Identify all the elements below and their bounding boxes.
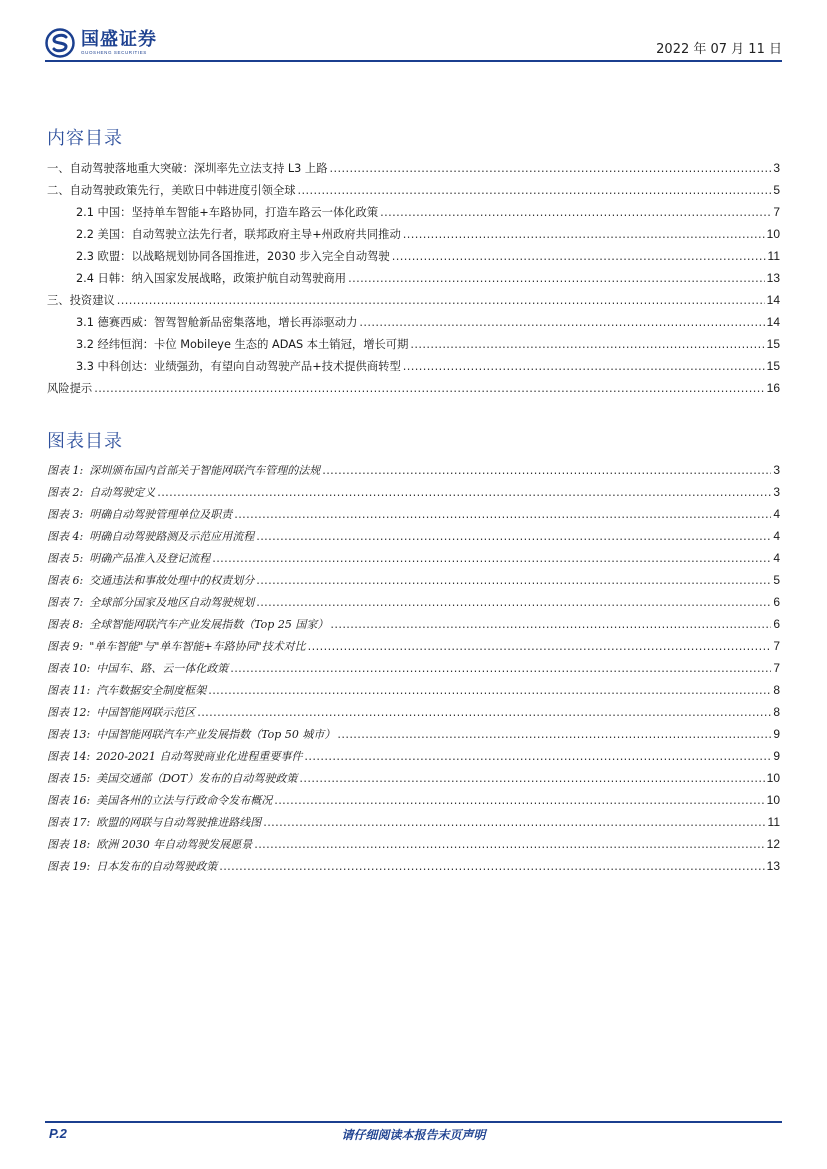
toc-entry-page: 14	[766, 315, 780, 329]
toc-entry-title: 一、自动驾驶落地重大突破：深圳率先立法支持 L3 上路	[47, 162, 328, 175]
dot-leader	[117, 294, 765, 307]
figure-entry[interactable]	[47, 594, 780, 616]
dot-leader	[359, 316, 764, 329]
figure-entry-text: 全球部分国家及地区自动驾驶规划	[89, 596, 255, 609]
dot-leader	[337, 728, 771, 741]
figure-entry-label: 图表 2:	[47, 486, 84, 499]
figure-entry-page: 7	[773, 661, 780, 675]
figure-entry[interactable]	[47, 462, 780, 484]
toc-entry[interactable]	[47, 380, 780, 402]
figure-entry-page: 9	[773, 749, 780, 763]
figure-entry-label: 图表 18:	[47, 838, 91, 851]
figure-entry-text: 明确自动驾驶路测及示范应用流程	[89, 530, 255, 543]
figure-entry-label: 图表 14:	[47, 750, 91, 763]
figure-entry[interactable]	[47, 660, 780, 682]
logo-english-name: GUOSHENG SECURITIES	[81, 50, 147, 55]
dot-leader	[330, 162, 772, 175]
figure-entry-label: 图表 15:	[47, 772, 91, 785]
dot-leader	[380, 206, 771, 219]
toc-entry[interactable]	[47, 204, 780, 226]
figure-entry-text: 2020-2021 自动驾驶商业化进程重要事件	[96, 750, 303, 763]
toc-entry-title: 2.2 美国：自动驾驶立法先行者，联邦政府主导+州政府共同推动	[76, 228, 401, 241]
figure-entry-text: 明确产品准入及登记流程	[89, 552, 211, 565]
figure-entry-title	[47, 858, 217, 874]
figure-entry-text: 美国各州的立法与行政命令发布概况	[96, 794, 273, 807]
toc-entry[interactable]	[47, 248, 780, 270]
figure-entry[interactable]	[47, 858, 780, 880]
toc-list	[47, 160, 780, 402]
figure-entry-title	[47, 616, 328, 632]
dot-leader	[212, 552, 771, 565]
figure-entry-page: 5	[773, 573, 780, 587]
dot-leader	[403, 360, 765, 373]
figure-entry-title	[47, 660, 228, 676]
figure-list	[47, 462, 780, 880]
figure-entry-page: 11	[767, 815, 780, 829]
toc-entry-title: 2.4 日韩：纳入国家发展战略，政策护航自动驾驶商用	[76, 272, 347, 285]
figure-entry-page: 6	[773, 595, 780, 609]
figure-entry-title	[47, 748, 302, 764]
figure-entry-title	[47, 462, 320, 478]
page-number: P.2	[49, 1126, 67, 1141]
figure-entry-title	[47, 836, 252, 852]
figure-entry-text: 自动驾驶定义	[89, 486, 156, 499]
toc-entry[interactable]	[47, 160, 780, 182]
toc-entry-title: 2.1 中国：坚持单车智能+车路协同，打造车路云一体化政策	[76, 206, 379, 219]
dot-leader	[410, 338, 764, 351]
dot-leader	[392, 250, 766, 263]
toc-entry-page: 3	[773, 161, 780, 175]
logo-text	[81, 30, 157, 56]
figure-entry-title	[47, 550, 210, 566]
figure-entry-page: 8	[773, 683, 780, 697]
toc-entry[interactable]	[47, 226, 780, 248]
figure-entry[interactable]	[47, 748, 780, 770]
figure-entry-page: 9	[773, 727, 780, 741]
figure-entry-text: 中国智能网联汽车产业发展指数（Top 50 城市）	[96, 728, 336, 741]
toc-entry[interactable]	[47, 358, 780, 380]
dot-leader	[230, 662, 771, 675]
dot-leader	[219, 860, 764, 873]
figure-entry[interactable]	[47, 528, 780, 550]
figure-entry-page: 4	[773, 529, 780, 543]
dot-leader	[94, 382, 764, 395]
figure-entry-label: 图表 4:	[47, 530, 84, 543]
figure-entry-text: 美国交通部（DOT）发布的自动驾驶政策	[96, 772, 298, 785]
figure-entry-text: 交通违法和事故处理中的权责划分	[89, 574, 255, 587]
dot-leader	[256, 530, 771, 543]
dot-leader	[197, 706, 771, 719]
header-divider	[45, 60, 782, 62]
figure-entry[interactable]	[47, 836, 780, 858]
dot-leader	[208, 684, 771, 697]
dot-leader	[298, 184, 772, 197]
company-logo	[45, 26, 157, 60]
toc-entry-title: 二、自动驾驶政策先行，美欧日中韩进度引领全球	[47, 184, 296, 197]
figure-entry-text: 日本发布的自动驾驶政策	[96, 860, 218, 873]
figure-entry-page: 10	[766, 793, 780, 807]
toc-entry-page: 7	[773, 205, 780, 219]
figure-entry-title	[47, 814, 261, 830]
toc-entry-page: 10	[766, 227, 780, 241]
figure-list-title: 图表目录	[47, 431, 123, 452]
guosheng-logo-icon	[45, 28, 75, 58]
figure-entry-title	[47, 484, 155, 500]
toc-entry[interactable]	[47, 292, 780, 314]
figure-entry-label: 图表 10:	[47, 662, 91, 675]
toc-entry-title: 3.2 经纬恒润：卡位 Mobileye 生态的 ADAS 本土销冠，增长可期	[76, 338, 409, 351]
toc-entry-page: 14	[766, 293, 780, 307]
dot-leader	[299, 772, 764, 785]
figure-entry-label: 图表 19:	[47, 860, 91, 873]
figure-entry-text: 中国车、路、云一体化政策	[96, 662, 229, 675]
figure-entry-label: 图表 11:	[47, 684, 91, 697]
figure-entry-label: 图表 13:	[47, 728, 91, 741]
figure-entry-label: 图表 16:	[47, 794, 91, 807]
toc-entry-page: 5	[773, 183, 780, 197]
figure-entry-title	[47, 704, 195, 720]
figure-entry[interactable]	[47, 770, 780, 792]
dot-leader	[263, 816, 765, 829]
figure-entry-page: 12	[766, 837, 780, 851]
footer-divider	[45, 1121, 782, 1123]
toc-title: 内容目录	[47, 128, 123, 149]
figure-entry-text: 全球智能网联汽车产业发展指数（Top 25 国家）	[89, 618, 329, 631]
figure-entry[interactable]	[47, 792, 780, 814]
figure-entry-page: 7	[773, 639, 780, 653]
figure-entry-title	[47, 638, 306, 654]
toc-entry[interactable]	[47, 314, 780, 336]
figure-entry-label: 图表 8:	[47, 618, 84, 631]
dot-leader	[322, 464, 771, 477]
figure-entry[interactable]	[47, 484, 780, 506]
toc-entry-page: 16	[766, 381, 780, 395]
dot-leader	[254, 838, 764, 851]
dot-leader	[348, 272, 765, 285]
toc-entry-title: 2.3 欧盟：以战略规划协同各国推进，2030 步入完全自动驾驶	[76, 250, 390, 263]
toc-entry[interactable]	[47, 182, 780, 204]
figure-entry[interactable]	[47, 682, 780, 704]
figure-entry-page: 4	[773, 551, 780, 565]
figure-entry[interactable]	[47, 726, 780, 748]
report-date: 2022 年 07 月 11 日	[656, 42, 782, 57]
figure-entry-text: 欧盟的网联与自动驾驶推进路线图	[96, 816, 262, 829]
figure-entry-label: 图表 7:	[47, 596, 84, 609]
figure-entry[interactable]	[47, 572, 780, 594]
figure-entry-page: 10	[766, 771, 780, 785]
figure-entry-title	[47, 726, 335, 742]
dot-leader	[304, 750, 771, 763]
toc-entry-page: 15	[766, 337, 780, 351]
figure-entry-label: 图表 6:	[47, 574, 84, 587]
toc-entry[interactable]	[47, 336, 780, 358]
toc-entry-page: 15	[766, 359, 780, 373]
dot-leader	[308, 640, 772, 653]
figure-entry-title	[47, 528, 254, 544]
figure-entry-label: 图表 17:	[47, 816, 91, 829]
toc-entry-title: 3.3 中科创达：业绩强劲，有望向自动驾驶产品+技术提供商转型	[76, 360, 401, 373]
figure-entry-text: 汽车数据安全制度框架	[96, 684, 207, 697]
dot-leader	[256, 596, 771, 609]
figure-entry-label: 图表 1:	[47, 464, 84, 477]
dot-leader	[330, 618, 771, 631]
dot-leader	[157, 486, 771, 499]
toc-entry-title: 三、投资建议	[47, 294, 115, 307]
dot-leader	[234, 508, 771, 521]
figure-entry-page: 3	[773, 463, 780, 477]
disclaimer-note: 请仔细阅读本报告末页声明	[341, 1128, 486, 1142]
logo-chinese-name: 国盛证券	[81, 29, 157, 50]
figure-entry-text: "单车智能"与"单车智能+车路协同"技术对比	[89, 640, 306, 653]
dot-leader	[403, 228, 765, 241]
figure-entry[interactable]	[47, 550, 780, 572]
dot-leader	[256, 574, 771, 587]
toc-entry[interactable]	[47, 270, 780, 292]
figure-entry-page: 3	[773, 485, 780, 499]
figure-entry-text: 欧洲 2030 年自动驾驶发展愿景	[96, 838, 253, 851]
figure-entry-text: 明确自动驾驶管理单位及职责	[89, 508, 233, 521]
figure-entry-page: 4	[773, 507, 780, 521]
figure-entry-label: 图表 3:	[47, 508, 84, 521]
figure-entry-page: 8	[773, 705, 780, 719]
dot-leader	[274, 794, 764, 807]
figure-entry[interactable]	[47, 704, 780, 726]
figure-entry-label: 图表 5:	[47, 552, 84, 565]
figure-entry-label: 图表 9:	[47, 640, 84, 653]
toc-entry-page: 11	[767, 249, 780, 263]
figure-entry-page: 13	[766, 859, 780, 873]
figure-entry-title	[47, 572, 254, 588]
figure-entry-title	[47, 682, 206, 698]
figure-entry-page: 6	[773, 617, 780, 631]
toc-entry-title: 风险提示	[47, 382, 93, 395]
figure-entry[interactable]	[47, 638, 780, 660]
figure-entry-title	[47, 594, 254, 610]
figure-entry[interactable]	[47, 616, 780, 638]
toc-entry-title: 3.1 德赛西威：智驾智舱新品密集落地，增长再添驱动力	[76, 316, 358, 329]
figure-entry-title	[47, 770, 297, 786]
figure-entry-text: 中国智能网联示范区	[96, 706, 196, 719]
figure-entry-text: 深圳颁布国内首部关于智能网联汽车管理的法规	[89, 464, 321, 477]
toc-entry-page: 13	[766, 271, 780, 285]
figure-entry-title	[47, 506, 232, 522]
figure-entry[interactable]	[47, 506, 780, 528]
figure-entry-label: 图表 12:	[47, 706, 91, 719]
figure-entry[interactable]	[47, 814, 780, 836]
figure-entry-title	[47, 792, 272, 808]
page-header	[45, 26, 782, 62]
